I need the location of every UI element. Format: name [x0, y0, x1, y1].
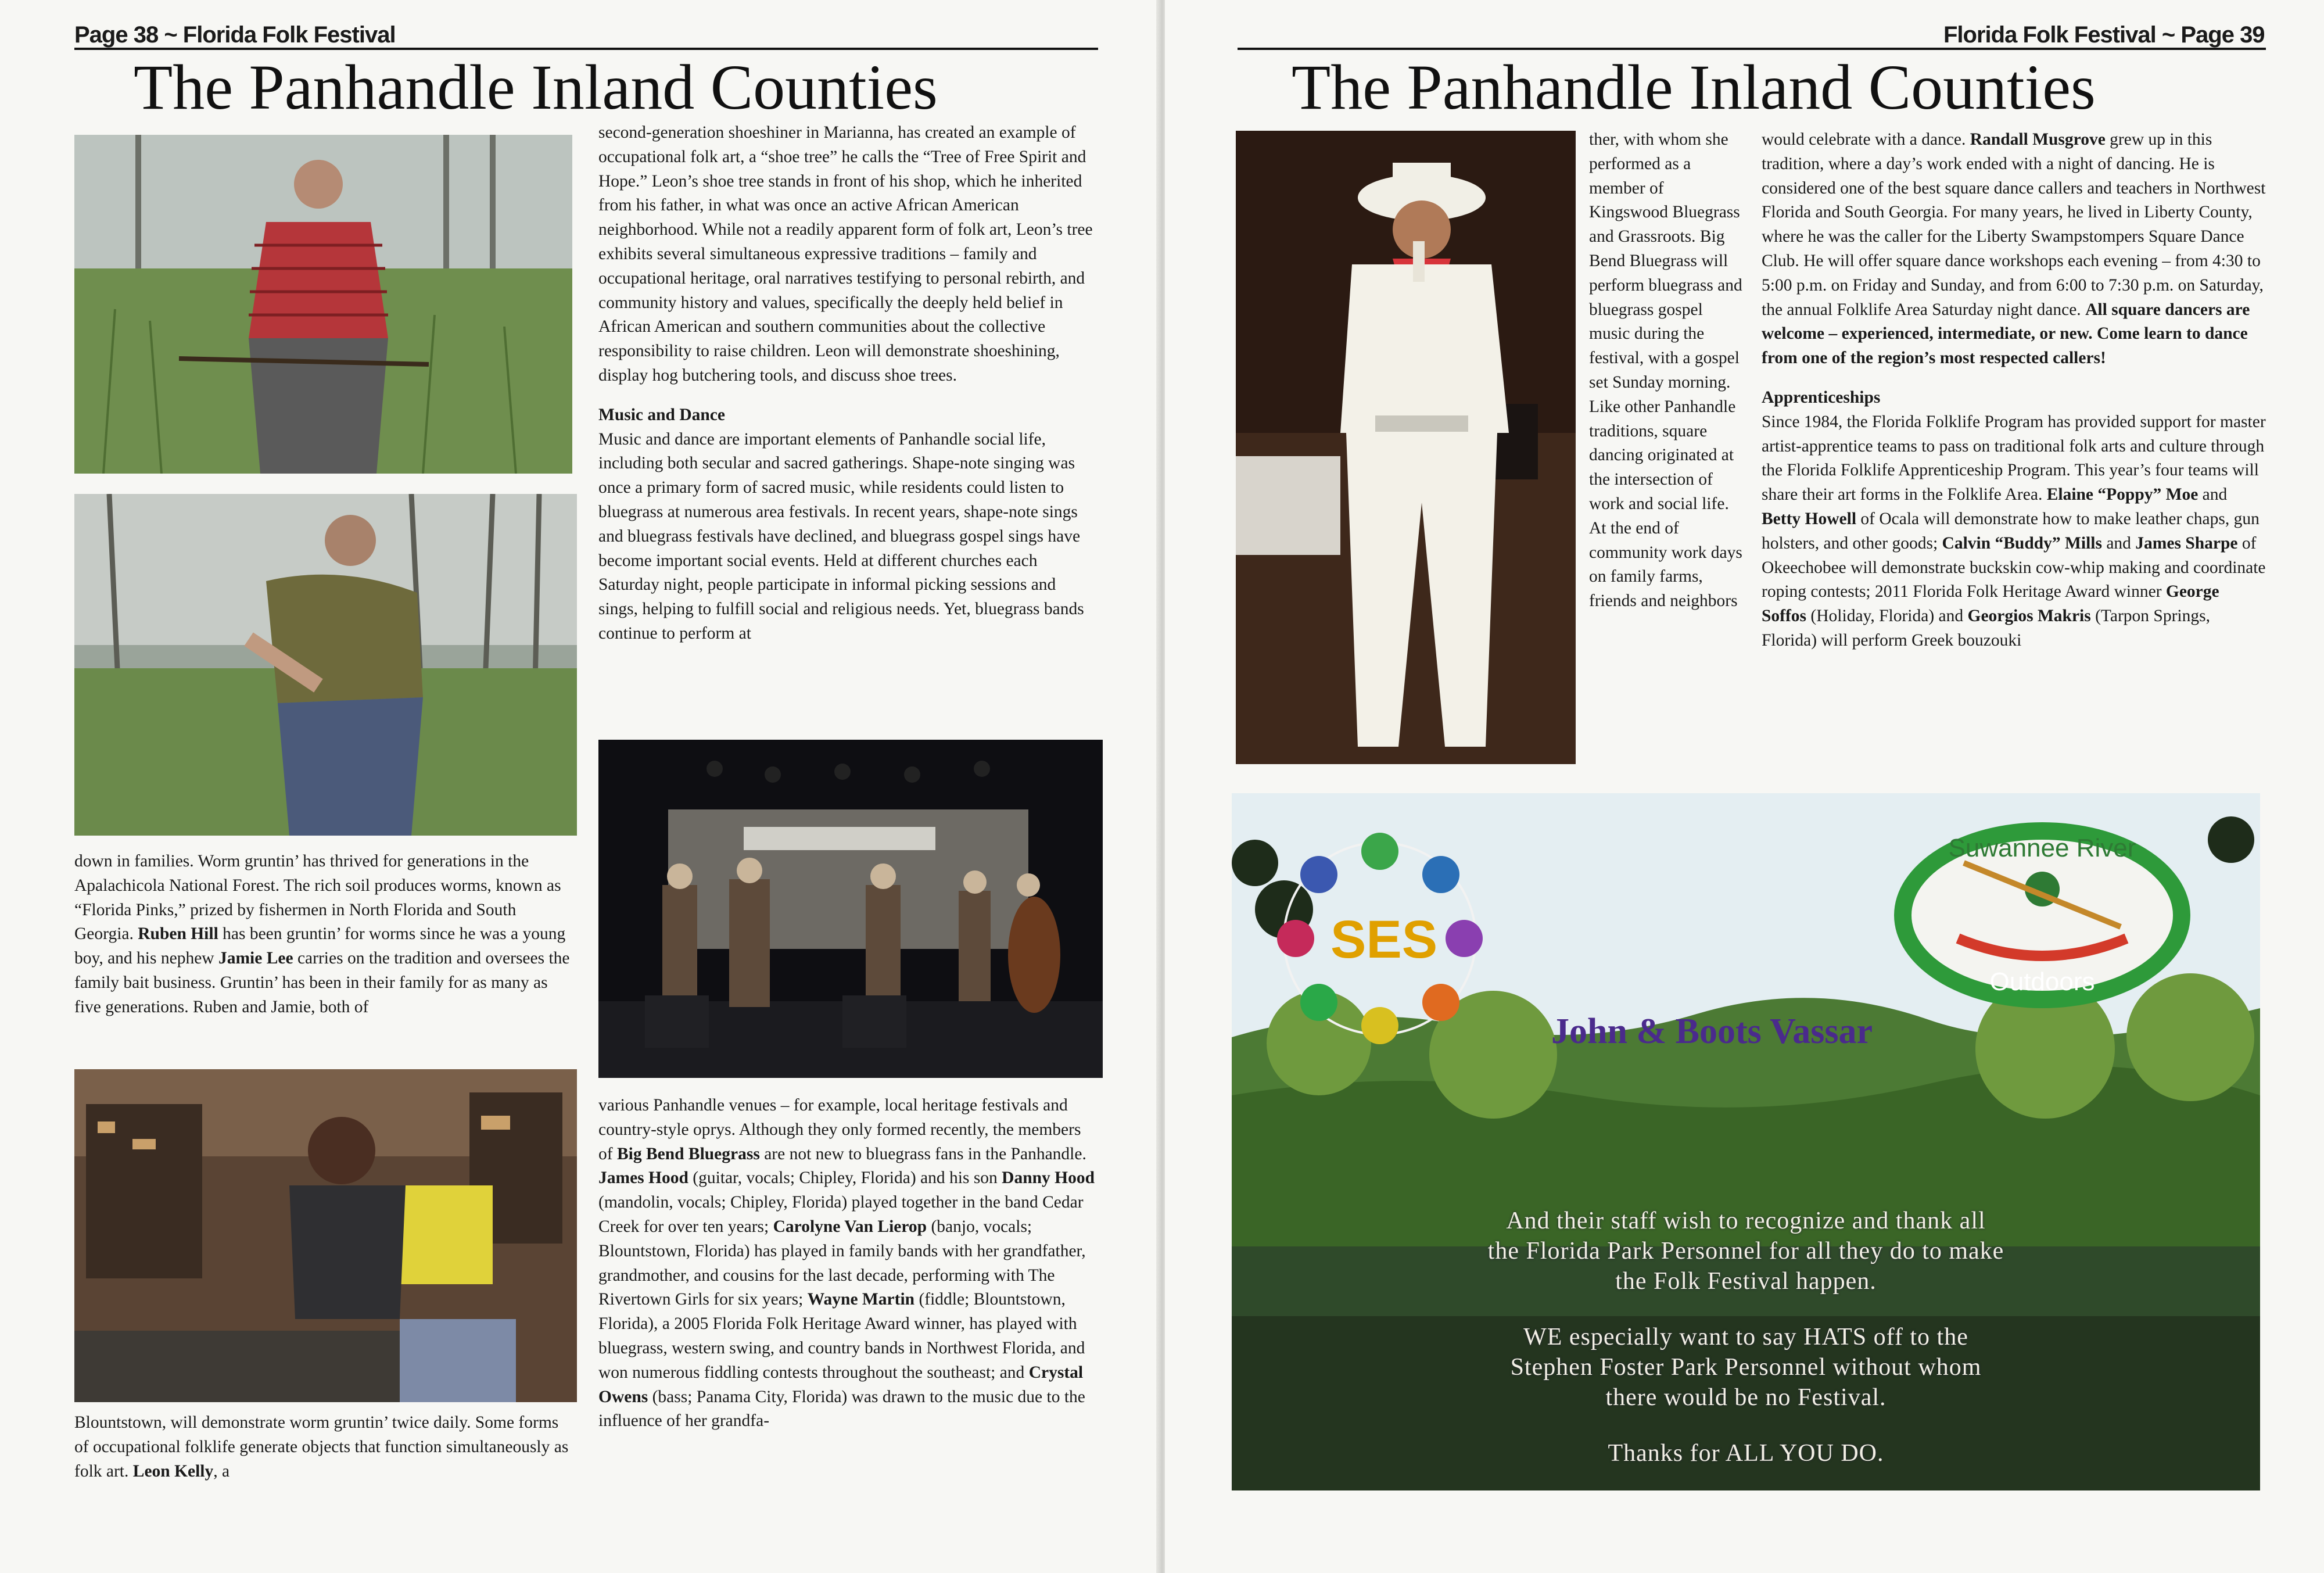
ad-line-4: WE especially want to say HATS off to the	[1523, 1324, 1968, 1350]
sponsor-name: John & Boots Vassar	[1551, 1012, 1873, 1051]
bold-name: James Hood	[598, 1169, 688, 1188]
text-run: and	[2101, 533, 2136, 553]
text-run: various Panhandle venues – for example, local heritage festivals and country-style oprys. Although they only formed recently, the members of	[598, 1096, 1081, 1163]
randall-musgrove-paragraph	[1762, 128, 2267, 371]
photo-square-dance-caller	[1236, 131, 1576, 764]
photo-worm-gruntin-1	[74, 135, 572, 474]
apprenticeships-paragraph	[1762, 410, 2267, 653]
apprenticeships-heading: Apprenticeships	[1762, 388, 1881, 407]
text-run: (Tarpon Springs, Florida) will perform Greek bouzouki	[1762, 607, 2210, 650]
ad-line-6: there would be no Festival.	[1605, 1384, 1887, 1411]
text-run: and	[2198, 485, 2228, 504]
ad-line-3: the Folk Festival happen.	[1615, 1268, 1877, 1295]
left-col1-text	[74, 850, 574, 1020]
left-page	[0, 0, 1159, 1573]
text-run: of Ocala will demonstrate how to make leather chaps, gun holsters, and other goods;	[1762, 509, 2260, 553]
bold-name: Big Bend Bluegrass	[616, 1144, 760, 1163]
big-bend-bluegrass-paragraph	[598, 1094, 1098, 1434]
text-run: (bass; Panama City, Florida) was drawn to the music due to the influence of her grandfa-	[598, 1387, 1085, 1431]
text-run: down in families. Worm gruntin’ has thrived for generations in the Apalachicola National Forest. The rich soil produces worms, known as “Florida Pinks,” prized by fishermen in North Florida and South Georgia.	[74, 852, 561, 944]
left-col2-top-text	[598, 121, 1098, 646]
sponsor-ad	[1232, 793, 2260, 1490]
text-run: has been gruntin’ for worms since he was a young boy, and his nephew	[74, 925, 566, 968]
right-header-rule	[1238, 48, 2266, 50]
left-col2-bottom-text	[598, 1094, 1098, 1434]
left-col1-bottom-text	[74, 1411, 574, 1484]
text-run: Since 1984, the Florida Folklife Program has provided support for master artist-apprentice teams to pass on traditional folk arts and culture through the Florida Folklife Apprenticeship Program. This year’s four teams will share their art forms in the Folklife Area.	[1762, 412, 2266, 504]
bold-name: Betty Howell	[1762, 509, 1857, 528]
text-run: (Holiday, Florida) and	[1806, 607, 1968, 626]
photo-worm-gruntin-2	[74, 494, 577, 836]
right-col-text	[1762, 128, 2267, 653]
text-run: (mandolin, vocals; Chipley, Florida) played together in the band Cedar Creek for over ten years;	[598, 1193, 1084, 1236]
music-dance-heading: Music and Dance	[598, 405, 725, 424]
ad-line-1: And their staff wish to recognize and thank all	[1506, 1207, 1986, 1234]
worm-gruntin-paragraph	[74, 850, 574, 1020]
text-run: Blountstown, will demonstrate worm gruntin’ twice daily. Some forms of occupational folklife generate objects that function simultaneously as folk art.	[74, 1413, 569, 1481]
text-run: (banjo, vocals; Blountstown, Florida) has played in family bands with her grandfather, grandmother, and cousins for the last decade, performing with The Rivertown Girls for six years;	[598, 1217, 1086, 1309]
bold-name: James Sharpe	[2135, 533, 2238, 553]
bold-name: Leon Kelly	[132, 1461, 214, 1481]
text-run: (fiddle; Blountstown, Florida), a 2005 Florida Folk Heritage Award winner, has played with bluegrass, western swing, and country bands in Northwest Florida, and won numerous fiddling contests throughout the southeast; and	[598, 1290, 1085, 1382]
bold-name: Danny Hood	[1002, 1169, 1095, 1188]
text-run: carries on the tradition and oversees the family bait business. Gruntin’ has been in their family for as many as five generations. Ruben and Jamie, both of	[74, 949, 570, 1016]
right-page-title: The Panhandle Inland Counties	[1292, 52, 2096, 123]
bold-name: All square dancers are welcome – experienced, intermediate, or new. Come learn to dance from one of the region’s most respected callers!	[1762, 300, 2250, 368]
music-dance-paragraph: Music and dance are important elements of Panhandle social life, including both secular and sacred gatherings. Shape-note singing was once a primary form of sacred music, while residents could listen to bluegrass at numerous area festivals. In recent years, shape-note sings and bluegrass festivals have declined, and bluegrass gospel sings have become important social events. Held at different churches each Saturday night, people participate in informal picking sessions and sings, helping to fulfill social and religious needs. Yet, bluegrass bands continue to perform at	[598, 429, 1084, 643]
bold-name: Ruben Hill	[138, 925, 218, 944]
ad-line-2: the Florida Park Personnel for all they do to make	[1487, 1238, 2004, 1264]
text-run: grew up in this tradition, where a day’s work ended with a night of dancing. He is considered one of the best square dance callers and teachers in Northwest Florida and South Georgia. For many years, he lived in Liberty County, where he was the caller for the Liberty Swampstompers Square Dance Club. He will offer square dance workshops each evening – from 4:30 to 5:00 p.m. on Friday and Sunday, and from 6:00 to 7:30 p.m. on Saturday, the annual Folklife Area Saturday night dance.	[1762, 130, 2266, 319]
bold-name: Georgios Makris	[1967, 607, 2091, 626]
text-run: (guitar, vocals; Chipley, Florida) and his son	[688, 1169, 1002, 1188]
ad-line-7: Thanks for ALL YOU DO.	[1608, 1440, 1884, 1467]
right-narrow-col-text	[1589, 128, 1746, 614]
left-running-head: Page 38 ~ Florida Folk Festival	[74, 22, 396, 48]
photo-bluegrass-band	[598, 740, 1103, 1078]
shoe-tree-intro-paragraph	[74, 1411, 574, 1484]
text-run: would celebrate with a dance.	[1762, 130, 1970, 149]
photo-shoeshiner	[74, 1069, 577, 1402]
shoe-tree-paragraph: second-generation shoeshiner in Marianna, has created an example of occupational folk art, a “shoe tree” he calls the “Tree of Free Spirit and Hope.” Leon’s shoe tree stands in front of his shop, which he inherited from his father, in what was once an active African American neighborhood. While not a readily apparent form of folk art, Leon’s tree exhibits several simultaneous expressive traditions – family and occupational heritage, oral narratives testifying to personal rebirth, and community history and values, specifically the deeply held belief in African American and southern communities about the collective responsibility to raise children. Leon will demonstrate shoeshining, display hog butchering tools, and discuss shoe trees.	[598, 123, 1093, 385]
left-header-rule	[74, 48, 1098, 50]
bold-name: Crystal Owens	[598, 1363, 1084, 1406]
bold-name: George Soffos	[1762, 582, 2219, 626]
suwannee-logo-top: Suwannee River	[1948, 834, 2136, 862]
right-page	[1165, 0, 2324, 1573]
bold-name: Carolyne Van Lierop	[773, 1217, 927, 1236]
right-running-head: Florida Folk Festival ~ Page 39	[1943, 22, 2265, 48]
ad-line-5: Stephen Foster Park Personnel without whom	[1510, 1354, 1982, 1381]
text-run: , a	[213, 1461, 230, 1481]
bold-name: Randall Musgrove	[1970, 130, 2106, 149]
ses-logo-text: SES	[1330, 910, 1438, 969]
suwannee-logo-bottom: Outdoors	[1989, 968, 2095, 996]
text-run: are not new to bluegrass fans in the Panhandle.	[759, 1144, 1086, 1163]
square-dance-paragraph: ther, with whom she performed as a member of Kingswood Bluegrass and Grassroots. Big Bend Bluegrass will perform bluegrass and bluegrass gospel music during the festival, with a gospel set Sunday morning. Like other Panhandle traditions, square dancing originated at the intersection of work and social life. At the end of community work days on family farms, friends and neighbors	[1589, 130, 1742, 611]
bold-name: Jamie Lee	[218, 949, 293, 968]
bold-name: Wayne Martin	[807, 1290, 915, 1309]
text-run: of Okeechobee will demonstrate buckskin cow-whip making and coordinate roping contests; 2011 Florida Folk Heritage Award winner	[1762, 533, 2266, 601]
bold-name: Elaine “Poppy” Moe	[2046, 485, 2199, 504]
left-page-title: The Panhandle Inland Counties	[134, 52, 938, 123]
bold-name: Calvin “Buddy” Mills	[1942, 533, 2102, 553]
